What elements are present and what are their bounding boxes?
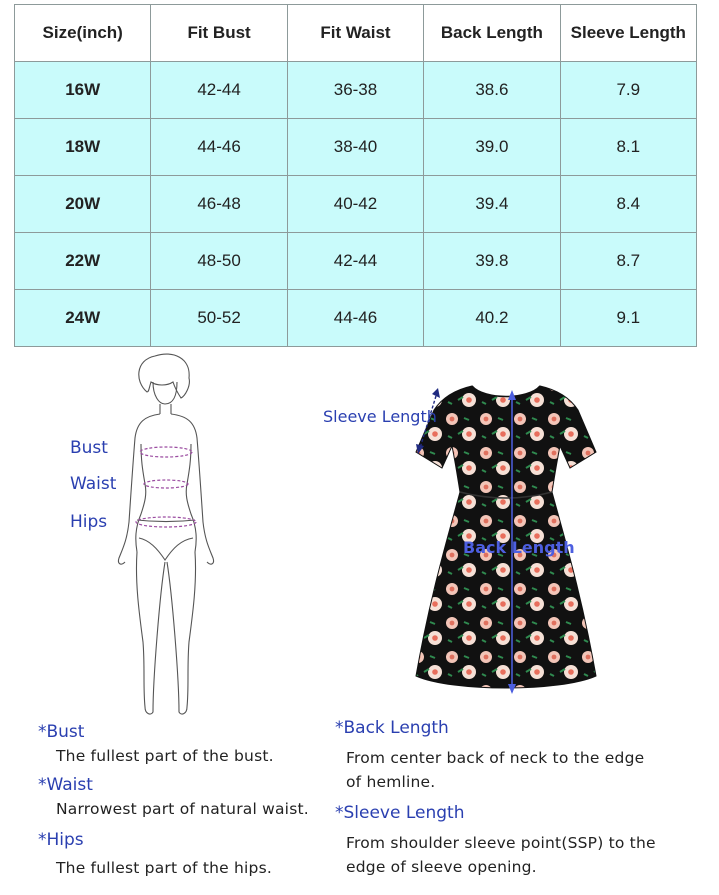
waist-cell: 42-44 — [287, 233, 423, 290]
header-fit-bust: Fit Bust — [151, 5, 287, 62]
sleeve-length-label: Sleeve Length — [323, 407, 437, 426]
header-fit-waist: Fit Waist — [287, 5, 423, 62]
waist-cell: 36-38 — [287, 62, 423, 119]
table-row — [15, 119, 697, 176]
table-row — [15, 233, 697, 290]
header-sleeve-length: Sleeve Length — [560, 5, 696, 62]
sleeve-length-definition-title: *Sleeve Length — [335, 803, 465, 823]
size-cell: 24W — [15, 290, 151, 347]
sleeve-length-cell: 8.1 — [560, 119, 696, 176]
back-length-cell: 38.6 — [424, 62, 560, 119]
sleeve-length-cell: 8.4 — [560, 176, 696, 233]
back-length-cell: 39.4 — [424, 176, 560, 233]
sleeve-length-cell: 9.1 — [560, 290, 696, 347]
size-cell: 20W — [15, 176, 151, 233]
hips-definition-title: *Hips — [38, 830, 84, 850]
size-cell: 22W — [15, 233, 151, 290]
bust-cell: 44-46 — [151, 119, 287, 176]
size-cell: 18W — [15, 119, 151, 176]
back-length-definition-title: *Back Length — [335, 718, 449, 738]
size-cell: 16W — [15, 62, 151, 119]
body-measurement-figure — [105, 352, 225, 724]
bust-definition-text: The fullest part of the bust. — [56, 747, 274, 765]
header-size: Size(inch) — [15, 5, 151, 62]
bust-label: Bust — [70, 438, 108, 458]
back-length-cell: 39.0 — [424, 119, 560, 176]
sleeve-length-cell: 8.7 — [560, 233, 696, 290]
hips-label: Hips — [70, 512, 108, 532]
size-chart-table — [14, 4, 697, 347]
waist-cell: 38-40 — [287, 119, 423, 176]
dress-figure — [410, 376, 602, 696]
back-length-cell: 40.2 — [424, 290, 560, 347]
table-row — [15, 290, 697, 347]
table-row — [15, 176, 697, 233]
bust-cell: 42-44 — [151, 62, 287, 119]
bust-cell: 48-50 — [151, 233, 287, 290]
waist-definition-title: *Waist — [38, 775, 93, 795]
sleeve-length-definition-line1: From shoulder sleeve point(SSP) to the — [346, 834, 656, 852]
sleeve-length-cell: 7.9 — [560, 62, 696, 119]
bust-cell: 46-48 — [151, 176, 287, 233]
bust-cell: 50-52 — [151, 290, 287, 347]
back-length-cell: 39.8 — [424, 233, 560, 290]
header-back-length: Back Length — [424, 5, 560, 62]
table-row — [15, 62, 697, 119]
back-length-label: Back Length — [463, 538, 575, 557]
waist-cell: 44-46 — [287, 290, 423, 347]
waist-definition-text: Narrowest part of natural waist. — [56, 800, 309, 818]
waist-label: Waist — [70, 474, 117, 494]
waist-cell: 40-42 — [287, 176, 423, 233]
back-length-definition-line1: From center back of neck to the edge — [346, 749, 645, 767]
bust-definition-title: *Bust — [38, 722, 85, 742]
sleeve-length-definition-line2: edge of sleeve opening. — [346, 858, 537, 876]
hips-definition-text: The fullest part of the hips. — [56, 859, 272, 877]
back-length-definition-line2: of hemline. — [346, 773, 436, 791]
table-header-row — [15, 5, 697, 62]
